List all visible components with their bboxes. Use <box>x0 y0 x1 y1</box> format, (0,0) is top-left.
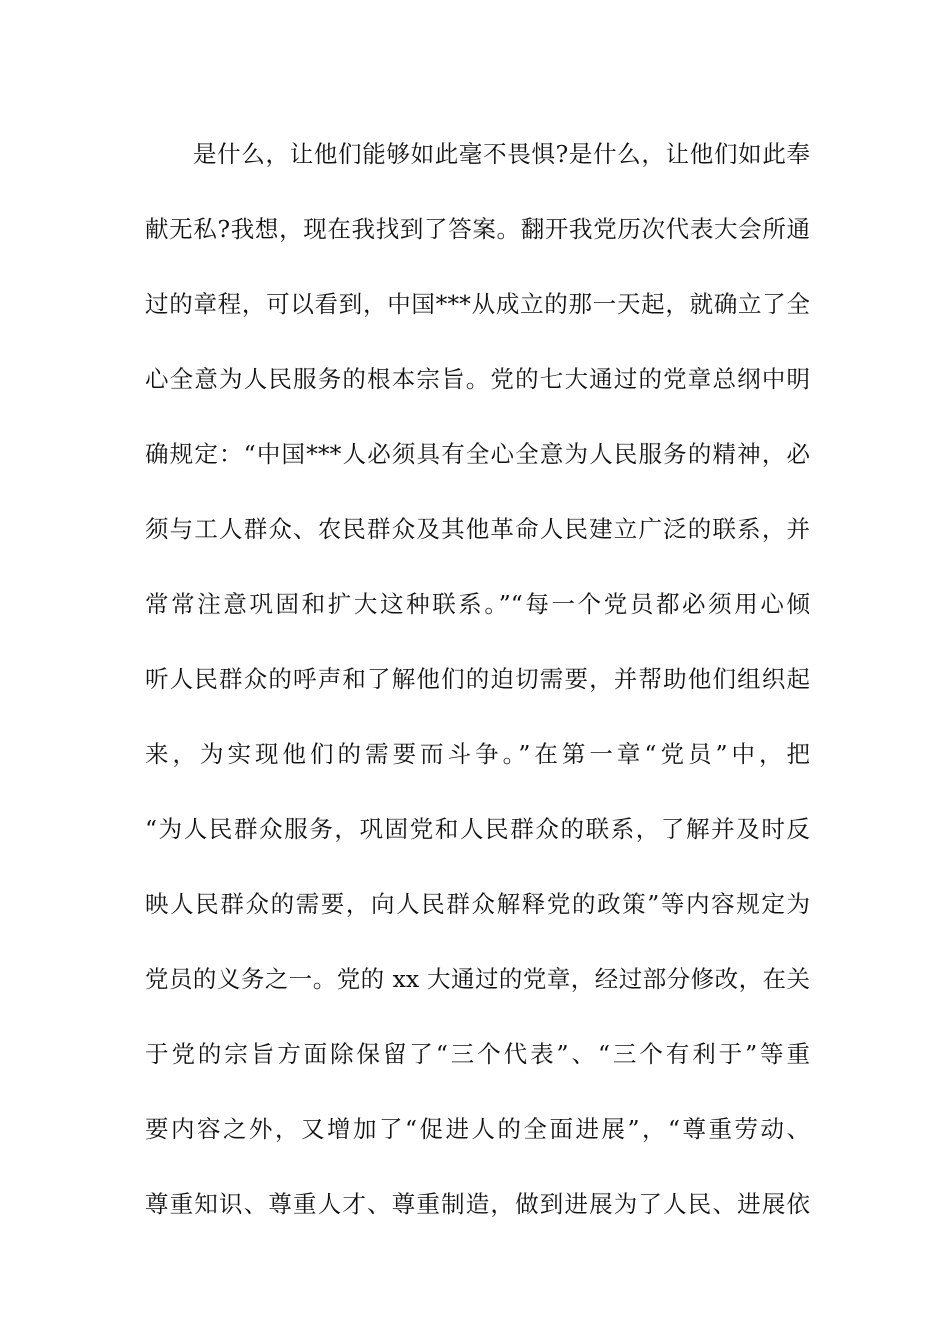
text-line-15: 尊重知识、尊重人才、尊重制造，做到进展为了人民、进展依 <box>145 1190 810 1218</box>
text-line-14: 要内容之外，又增加了“促进人的全面进展”，“尊重劳动、 <box>145 1115 810 1143</box>
text-line-4: 心全意为人民服务的根本宗旨。党的七大通过的党章总纲中明 <box>145 365 810 393</box>
text-line-1: 是什么，让他们能够如此毫不畏惧?是什么，让他们如此奉 <box>193 140 810 168</box>
text-line-5: 确规定：“中国***人必须具有全心全意为人民服务的精神，必 <box>145 440 810 468</box>
text-line-13: 于党的宗旨方面除保留了“三个代表”、“三个有利于”等重 <box>145 1040 810 1068</box>
body-paragraph <box>145 131 810 1256</box>
text-line-3: 过的章程，可以看到，中国***从成立的那一天起，就确立了全 <box>145 290 810 318</box>
text-line-2: 献无私?我想，现在我找到了答案。翻开我党历次代表大会所通 <box>145 215 810 243</box>
text-line-12: 党员的义务之一。党的 xx 大通过的党章，经过部分修改，在关 <box>145 965 810 993</box>
text-line-7: 常常注意巩固和扩大这种联系。”“每一个党员都必须用心倾 <box>145 590 810 618</box>
text-line-9: 来，为实现他们的需要而斗争。”在第一章“党员”中，把 <box>145 740 810 768</box>
text-line-8: 听人民群众的呼声和了解他们的迫切需要，并帮助他们组织起 <box>145 665 810 693</box>
text-line-11: 映人民群众的需要，向人民群众解释党的政策”等内容规定为 <box>145 890 810 918</box>
text-line-10: “为人民群众服务，巩固党和人民群众的联系，了解并及时反 <box>145 815 810 843</box>
text-line-6: 须与工人群众、农民群众及其他革命人民建立广泛的联系，并 <box>145 515 810 543</box>
